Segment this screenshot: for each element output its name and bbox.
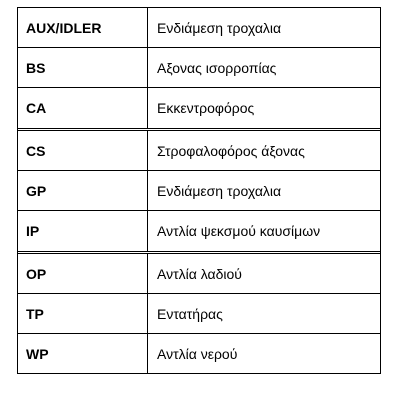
row-code: CS — [18, 131, 148, 170]
row-description: Αξονας ισορροπίας — [157, 59, 277, 76]
row-description: Αντλία νερού — [157, 345, 238, 362]
row-code: OP — [18, 254, 148, 293]
row-description: Ενδιάμεση τροχαλια — [157, 19, 282, 36]
table-row — [18, 334, 380, 374]
row-description: Εκκεντροφόρος — [157, 100, 255, 116]
row-code: WP — [18, 334, 148, 373]
table-row — [18, 294, 380, 334]
row-code: AUX/IDLER — [18, 8, 148, 47]
table-row — [18, 171, 380, 211]
row-code: GP — [18, 171, 148, 210]
row-description: Ενδιάμεση τροχαλια — [157, 182, 282, 199]
table-row — [18, 48, 380, 88]
table-row — [18, 254, 380, 294]
row-description: Αντλία λαδιού — [157, 265, 242, 282]
row-description: Αντλία ψεκσμού καυσίμων — [157, 223, 321, 239]
row-code: IP — [18, 211, 148, 251]
row-code: TP — [18, 294, 148, 333]
table-row — [18, 211, 380, 254]
row-description: Στροφαλοφόρος άξονας — [157, 142, 305, 159]
table-row — [18, 88, 380, 131]
table-row — [18, 8, 380, 48]
table-row — [18, 131, 380, 171]
row-code: BS — [18, 48, 148, 87]
abbreviations-table — [17, 7, 381, 374]
row-description: Εντατήρας — [157, 305, 223, 322]
row-code: CA — [18, 88, 148, 128]
